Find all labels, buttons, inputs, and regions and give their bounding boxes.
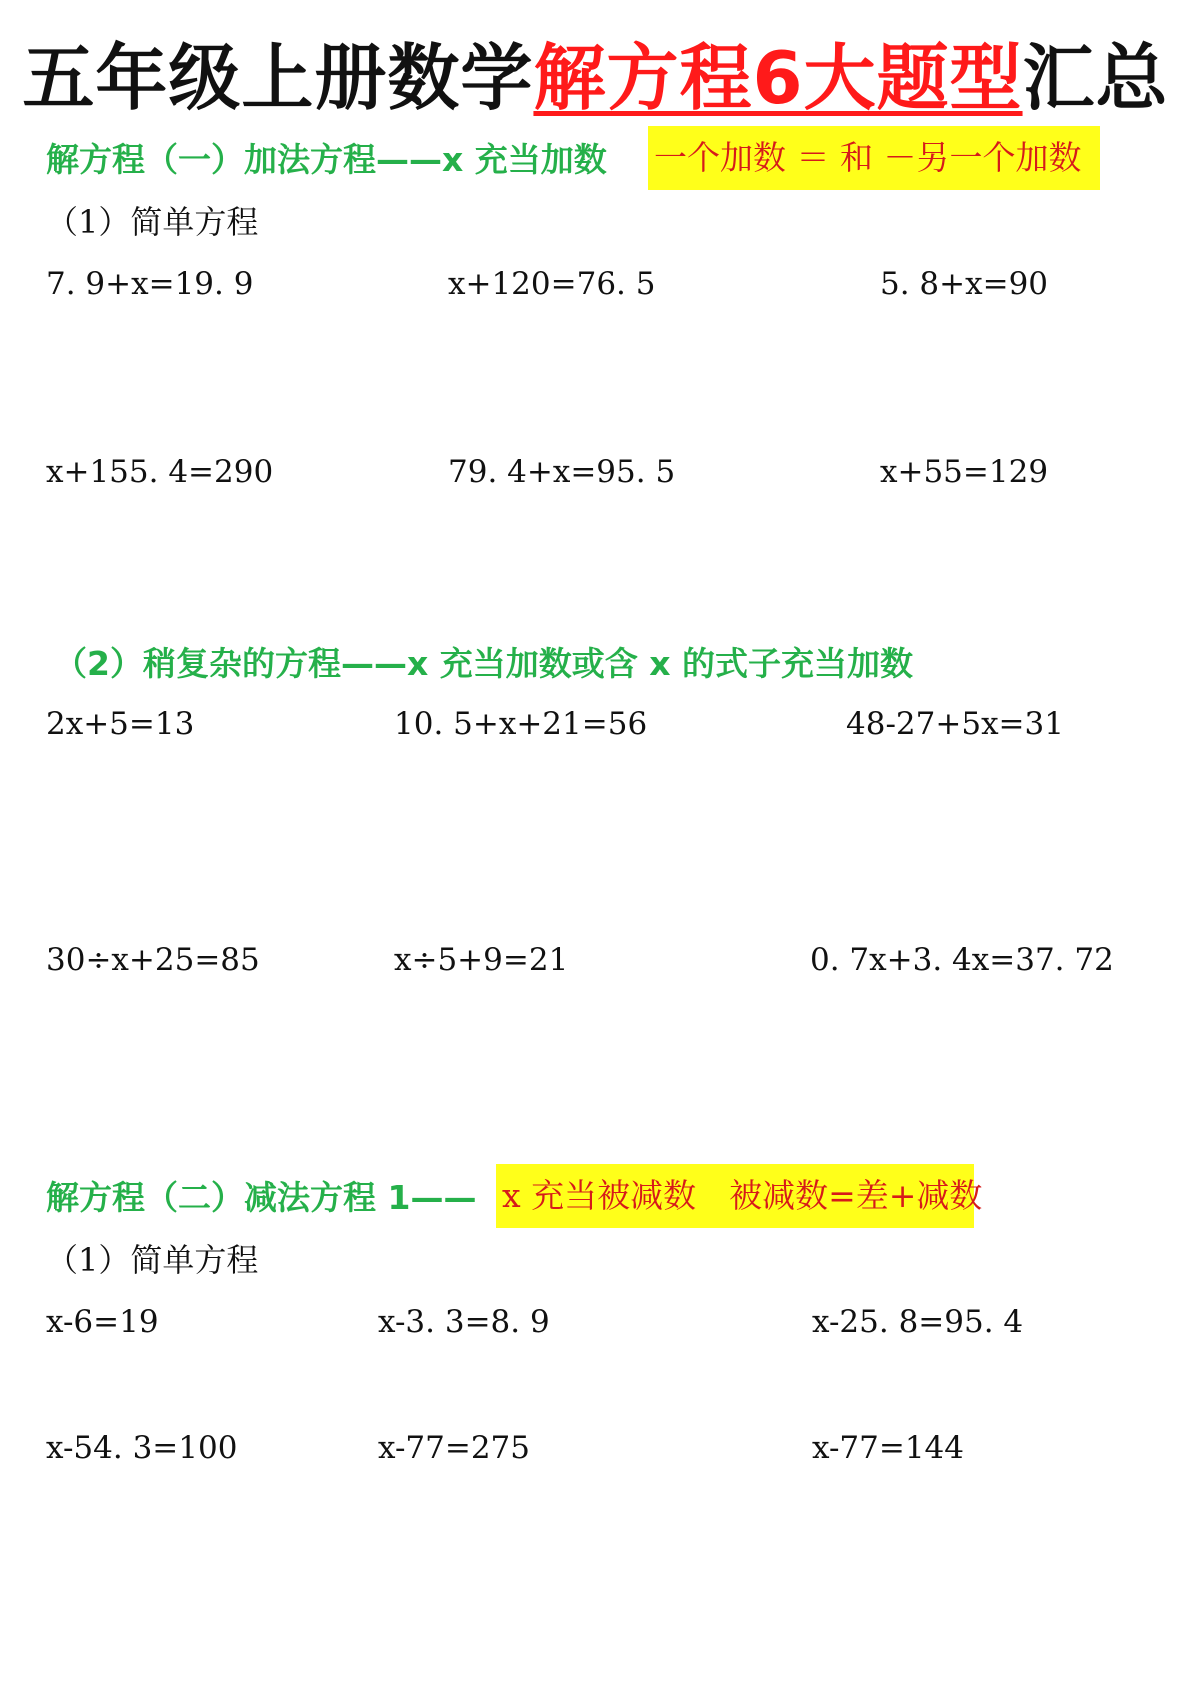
equation: 2x+5=13 [46,706,195,742]
equation: x÷5+9=21 [394,942,569,978]
equation: x-3. 3=8. 9 [378,1304,550,1340]
equation: 79. 4+x=95. 5 [448,454,676,490]
section2-heading: 解方程（二）减法方程 1—— [46,1178,477,1217]
equation: 30÷x+25=85 [46,942,260,978]
equation: 7. 9+x=19. 9 [46,266,254,302]
equation: x-6=19 [46,1304,159,1340]
title-part-2: 解方程6大题型 [533,36,1023,120]
equation: 10. 5+x+21=56 [394,706,648,742]
equation: x-54. 3=100 [46,1430,238,1466]
section1-rule-highlight: 一个加数 ＝ 和 －另一个加数 [648,126,1100,190]
equation: x-77=275 [378,1430,531,1466]
title-part-3: 汇总 [1022,36,1169,120]
section1-subheading-complex: （2）稍复杂的方程——x 充当加数或含 x 的式子充当加数 [54,644,913,683]
equation: 5. 8+x=90 [880,266,1049,302]
equation: x-77=144 [812,1430,965,1466]
title-part-1: 五年级上册数学 [22,36,534,120]
section2-subheading-simple: （1）简单方程 [46,1241,259,1279]
equation: x-25. 8=95. 4 [812,1304,1024,1340]
section1-heading: 解方程（一）加法方程——x 充当加数 [46,140,607,179]
equation: 0. 7x+3. 4x=37. 72 [810,942,1114,978]
equation: x+120=76. 5 [448,266,656,302]
equation: x+55=129 [880,454,1049,490]
equation: 48-27+5x=31 [846,706,1064,742]
section1-subheading-simple: （1）简单方程 [46,203,259,241]
section2-rule-highlight: x 充当被减数 被减数=差+减数 [496,1164,974,1228]
page-title [0,38,1191,118]
equation: x+155. 4=290 [46,454,274,490]
